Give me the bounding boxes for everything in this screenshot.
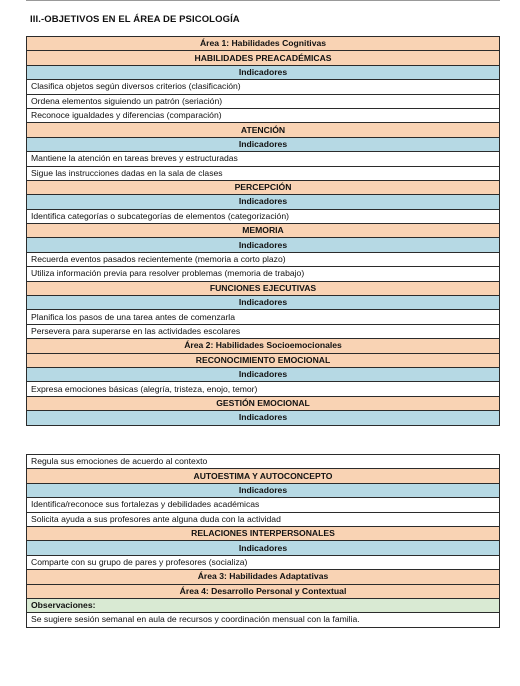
indicator-cell: Planifica los pasos de una tarea antes de comenzarla xyxy=(27,310,500,324)
indicator-cell: Clasifica objetos según diversos criterios (clasificación) xyxy=(27,80,500,94)
indicator-cell: Identifica categorías o subcategorías de elementos (categorización) xyxy=(27,209,500,223)
section-header-row xyxy=(27,51,500,65)
section-header-row xyxy=(27,224,500,238)
indicators-subheader-cell: Indicadores xyxy=(27,296,500,310)
section-header-cell: Área 1: Habilidades Cognitivas xyxy=(27,37,500,51)
section-header-row xyxy=(27,584,500,598)
indicators-subheader-row xyxy=(27,195,500,209)
indicator-row xyxy=(27,108,500,122)
indicators-subheader-row xyxy=(27,238,500,252)
indicator-row xyxy=(27,166,500,180)
indicators-subheader-cell: Indicadores xyxy=(27,483,500,497)
section-header-cell: RECONOCIMIENTO EMOCIONAL xyxy=(27,353,500,367)
section-header-row xyxy=(27,180,500,194)
section-header-row xyxy=(27,570,500,584)
indicator-cell: Utiliza información previa para resolver problemas (memoria de trabajo) xyxy=(27,267,500,281)
section-header-row xyxy=(27,353,500,367)
section-header-row xyxy=(27,526,500,540)
indicator-cell: Comparte con su grupo de pares y profesores (socializa) xyxy=(27,555,500,569)
indicator-cell: Mantiene la atención en tareas breves y estructuradas xyxy=(27,152,500,166)
section-header-cell: Área 2: Habilidades Socioemocionales xyxy=(27,339,500,353)
indicator-cell: Persevera para superarse en las actividades escolares xyxy=(27,324,500,338)
indicators-subheader-row xyxy=(27,137,500,151)
page-title: III.-OBJETIVOS EN EL ÁREA DE PSICOLOGÍA xyxy=(30,14,240,25)
section-header-cell: Área 3: Habilidades Adaptativas xyxy=(27,570,500,584)
indicators-subheader-cell: Indicadores xyxy=(27,541,500,555)
indicator-cell: Regula sus emociones de acuerdo al contexto xyxy=(27,455,500,469)
section-header-cell: HABILIDADES PREACADÉMICAS xyxy=(27,51,500,65)
page-top-rule xyxy=(26,0,500,1)
indicator-cell: Ordena elementos siguiendo un patrón (seriación) xyxy=(27,94,500,108)
indicator-row xyxy=(27,94,500,108)
indicators-subheader-cell: Indicadores xyxy=(27,195,500,209)
indicator-row xyxy=(27,252,500,266)
indicator-cell: Reconoce igualdades y diferencias (comparación) xyxy=(27,108,500,122)
indicators-subheader-row xyxy=(27,483,500,497)
section-header-cell: FUNCIONES EJECUTIVAS xyxy=(27,281,500,295)
indicator-row xyxy=(27,209,500,223)
section-header-row xyxy=(27,37,500,51)
section-header-cell: MEMORIA xyxy=(27,224,500,238)
indicator-cell: Expresa emociones básicas (alegría, tristeza, enojo, temor) xyxy=(27,382,500,396)
indicator-cell: Sigue las instrucciones dadas en la sala de clases xyxy=(27,166,500,180)
section-header-row xyxy=(27,339,500,353)
indicators-subheader-row xyxy=(27,65,500,79)
indicators-subheader-cell: Indicadores xyxy=(27,367,500,381)
indicators-subheader-cell: Indicadores xyxy=(27,238,500,252)
indicators-subheader-cell: Indicadores xyxy=(27,137,500,151)
indicator-row xyxy=(27,310,500,324)
section-header-row xyxy=(27,123,500,137)
objectives-table-part-1 xyxy=(26,36,500,426)
indicator-row xyxy=(27,613,500,627)
indicators-subheader-cell: Indicadores xyxy=(27,65,500,79)
indicator-row xyxy=(27,455,500,469)
section-header-cell: Área 4: Desarrollo Personal y Contextual xyxy=(27,584,500,598)
indicator-cell: Se sugiere sesión semanal en aula de recursos y coordinación mensual con la familia. xyxy=(27,613,500,627)
indicator-cell: Recuerda eventos pasados recientemente (memoria a corto plazo) xyxy=(27,252,500,266)
indicator-cell: Solicita ayuda a sus profesores ante alguna duda con la actividad xyxy=(27,512,500,526)
observations-header-row xyxy=(27,598,500,612)
indicator-row xyxy=(27,152,500,166)
objectives-table-part-2 xyxy=(26,454,500,628)
indicators-subheader-row xyxy=(27,367,500,381)
section-header-cell: PERCEPCIÓN xyxy=(27,180,500,194)
observations-header-cell: Observaciones: xyxy=(27,598,500,612)
indicator-row xyxy=(27,382,500,396)
section-header-cell: ATENCIÓN xyxy=(27,123,500,137)
indicator-cell: Identifica/reconoce sus fortalezas y debilidades académicas xyxy=(27,498,500,512)
indicator-row xyxy=(27,555,500,569)
indicator-row xyxy=(27,498,500,512)
indicators-subheader-row xyxy=(27,541,500,555)
section-header-cell: AUTOESTIMA Y AUTOCONCEPTO xyxy=(27,469,500,483)
section-header-row xyxy=(27,469,500,483)
indicator-row xyxy=(27,512,500,526)
indicators-subheader-row xyxy=(27,296,500,310)
indicators-subheader-cell: Indicadores xyxy=(27,411,500,425)
indicator-row xyxy=(27,267,500,281)
indicators-subheader-row xyxy=(27,411,500,425)
section-header-cell: GESTIÓN EMOCIONAL xyxy=(27,396,500,410)
section-header-cell: RELACIONES INTERPERSONALES xyxy=(27,526,500,540)
indicator-row xyxy=(27,80,500,94)
indicator-row xyxy=(27,324,500,338)
section-header-row xyxy=(27,396,500,410)
section-header-row xyxy=(27,281,500,295)
